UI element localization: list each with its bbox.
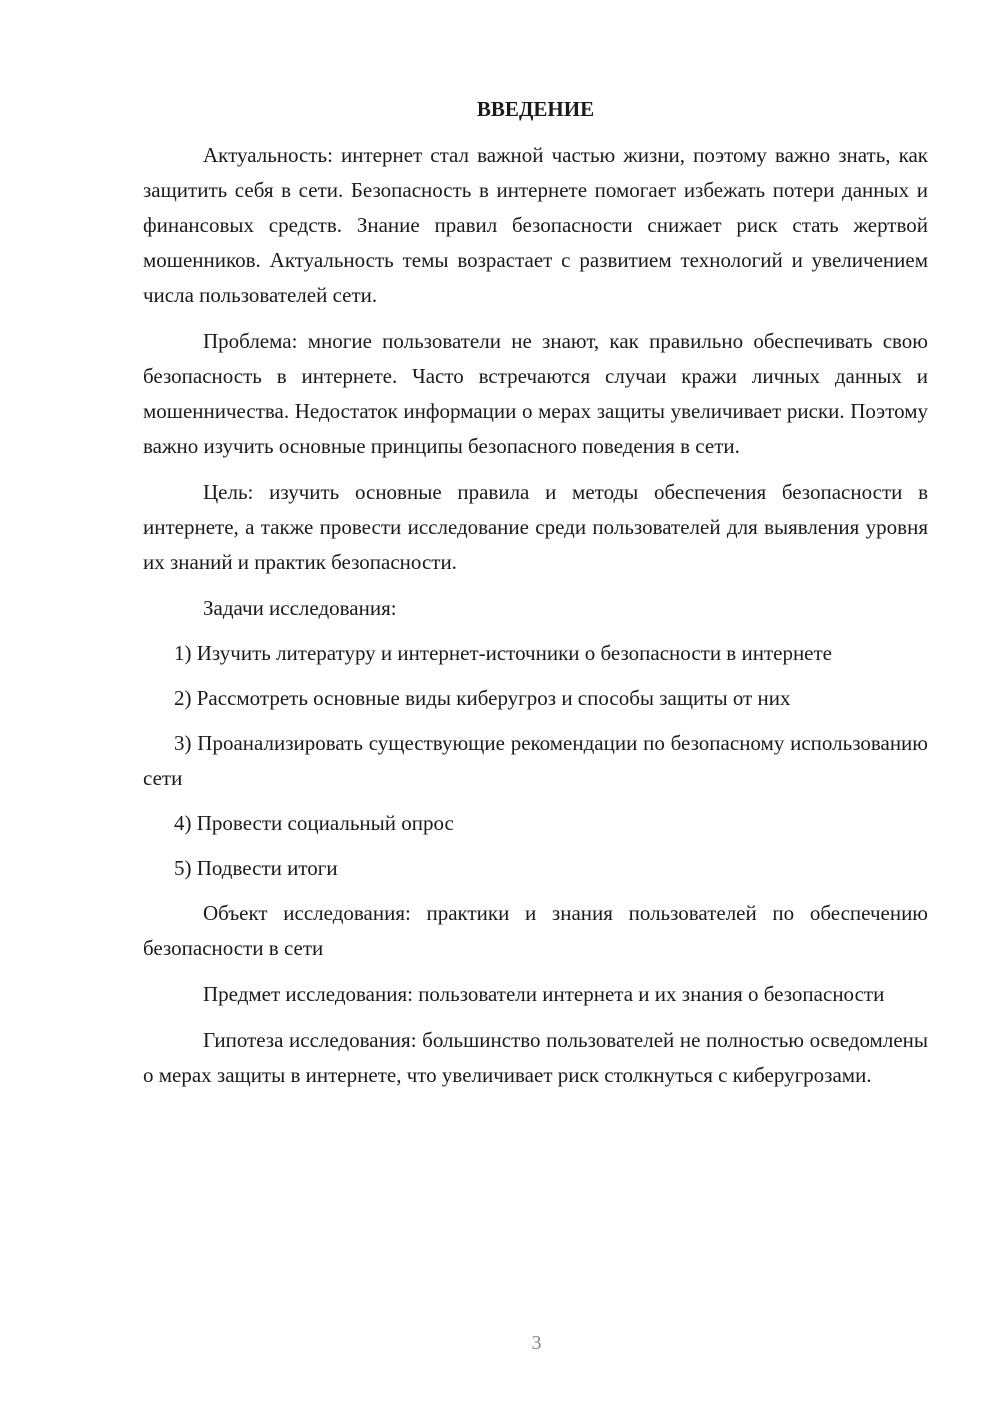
task-item-1: 1) Изучить литературу и интернет-источники о безопасности в интернете (174, 641, 833, 665)
section-title: ВВЕДЕНИЕ (476, 97, 595, 121)
document-page (143, 92, 928, 1104)
page-number: 3 (531, 1332, 542, 1354)
tasks-heading: Задачи исследования: (203, 596, 397, 620)
task-item-4: 4) Провести социальный опрос (174, 811, 454, 835)
hypothesis-paragraph: Гипотеза исследования: большинство пользователей не полностью осведомлены о мерах защиты в интернете, что увеличивает риск столкнуться с киберугрозами. (143, 1028, 928, 1087)
task-item-3: 3) Проанализировать существующие рекомендации по безопасному использованию сети (143, 731, 928, 790)
relevance-paragraph: Актуальность: интернет стал важной частью жизни, поэтому важно знать, как защитить себя в сети. Безопасность в интернете помогает избежать потери данных и финансовых средств. Знание правил безопасности снижает риск стать жертвой мошенников. Актуальность темы возрастает с развитием технологий и увеличением числа пользователей сети. (143, 143, 928, 307)
object-paragraph: Объект исследования: практики и знания пользователей по обеспечению безопасности в сети (143, 901, 928, 960)
problem-paragraph: Проблема: многие пользователи не знают, как правильно обеспечивать свою безопасность в интернете. Часто встречаются случаи кражи личных данных и мошенничества. Недостаток информации о мерах защиты увеличивает риски. Поэтому важно изучить основные принципы безопасного поведения в сети. (143, 329, 928, 458)
task-item-2: 2) Рассмотреть основные виды киберугроз и способы защиты от них (174, 686, 791, 710)
goal-paragraph: Цель: изучить основные правила и методы обеспечения безопасности в интернете, а также провести исследование среди пользователей для выявления уровня их знаний и практик безопасности. (143, 480, 928, 574)
subject-paragraph: Предмет исследования: пользователи интернета и их знания о безопасности (203, 982, 885, 1006)
task-item-5: 5) Подвести итоги (174, 856, 338, 880)
